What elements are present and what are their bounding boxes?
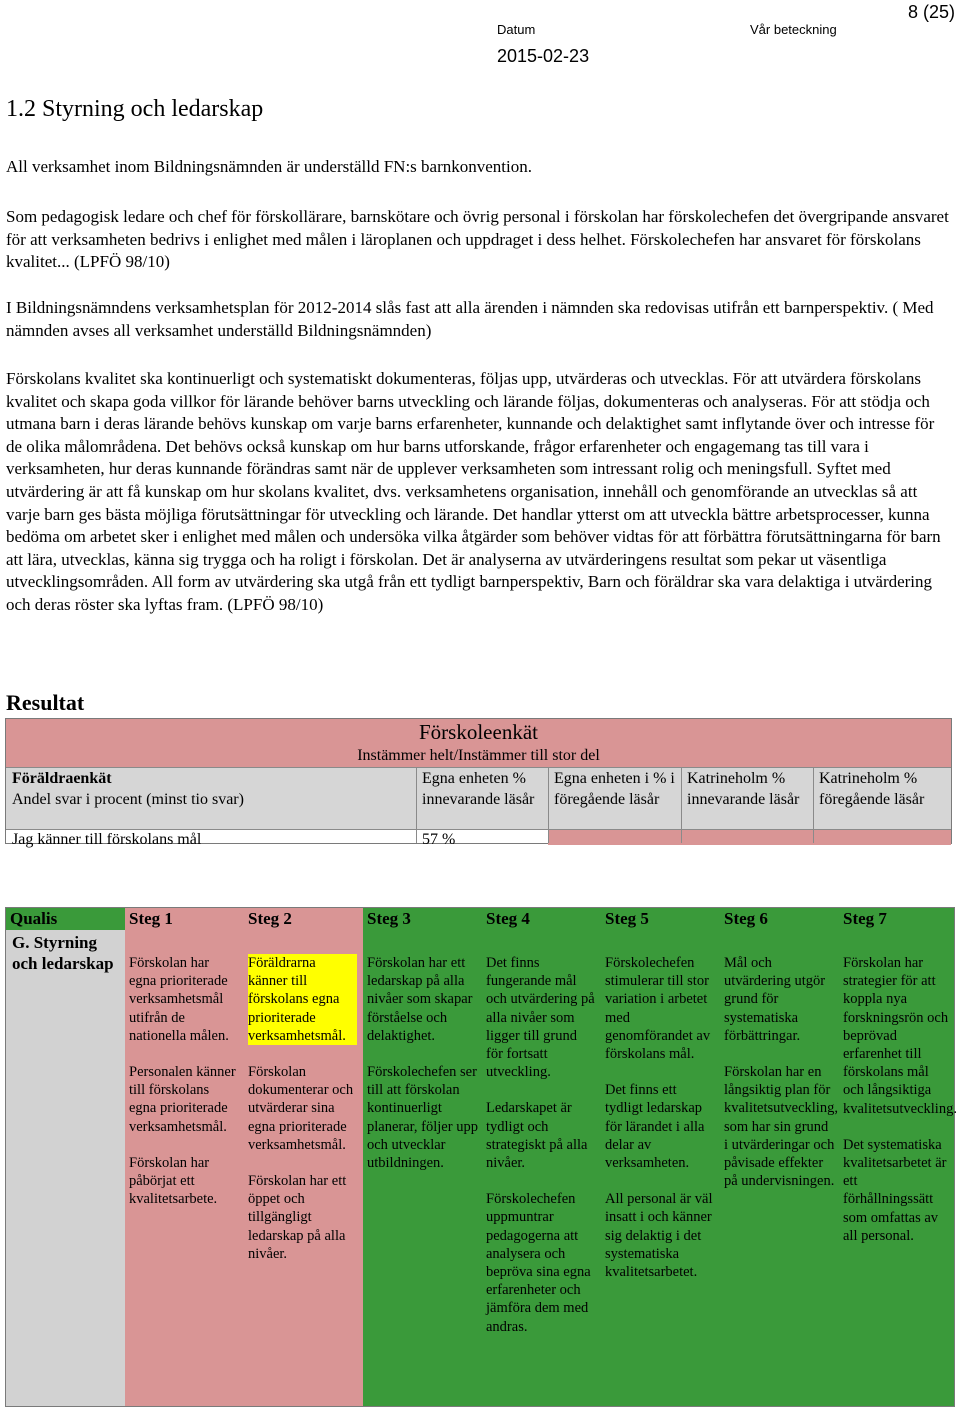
survey-col-municipal-previous: Katrineholm % föregående läsår [813,767,951,829]
survey-divider [681,767,682,843]
steps-header-step-7: Steg 7 [843,909,887,928]
paragraph-2: Som pedagogisk ledare och chef för förskollärare, barnskötare och övrig personal i förskolan har förskolechefen det övergripande ansvaret för att verksamheten bedrivs i enlighet med målen i läroplanen och uppdraget i dess helhet. Förskolechefen har ansvaret för förskolans kvalitet... (LPFÖ 98/10) [6,207,949,272]
steps-col-step-7 [839,908,957,1406]
step-5-item: Det finns ett tydligt ledarskap för lärandet i alla delar av verksamheten. [605,1082,705,1172]
step-7-item: Det systematiska kvalitetsarbetet är ett förhållningssätt som omfattas av all personal. [843,1136,947,1244]
steps-header-step-3: Steg 3 [367,909,411,928]
steps-col-qualis [6,908,125,1406]
survey-value-own-current: 57 % [422,831,456,848]
paragraph-4: Förskolans kvalitet ska kontinuerligt och systematiskt dokumenteras, följas upp, utvärderas och utvecklas. För att utvärdera förskolans kvalitet och skapa goda villkor för lärande behöver barns utveckling och lärande följas, dokumenteras och analyseras. För att stödja och utmana barn i deras lärande behövs kunskap om varje barns erfarenheter, kunnande och delaktighet samt inflytande över och intresse för de olika målområdena. Det behövs också kunskap om hur barns utforskande, frågor erfarenheter och engagemang tas till vara i verksamheten, hur deras kunnande förändras samt när de upplever verksamheten som intressant rolig och meningsfull. Syftet med utvärdering är att få kunskap om hur skolans kvalitet, dvs. verksamhetens organisation, innehåll och genomförande an utvecklas så att varje barn ges bästa möjliga förutsättningar för utveckling och lärande. Det handlar ytterst om att utveckla bättre arbetsprocesser, kunna bedöma om arbetet sker i enlighet med målen och undersöka vilka åtgärder som behöver vidtas för att förbättra förutsättningarna för barn att lära, utvecklas, känna sig trygga och ha roligt i förskolan. Det är analyserna av utvärderingens resultat som pekar ut väsentliga utvecklingsområden. All form av utvärdering ska utgå från ett tydligt barnperspektiv, Barn och föräldrar ska vara delaktiga i utvärdering och deras röster ska lyftas fram. (LPFÖ 98/10) [6,369,941,614]
step-1-item: Förskolan har egna prioriterade verksamhetsmål utifrån de nationella målen. [129,955,229,1044]
section-heading: 1.2 Styrning och ledarskap [6,96,264,122]
survey-col-own-current: Egna enheten % innevarande läsår [416,767,548,829]
survey-divider [6,829,951,830]
steps-col-step-6 [720,908,839,1406]
survey-col-municipal-current: Katrineholm % innevarande läsår [681,767,813,829]
paragraph-1: All verksamhet inom Bildningsnämnden är underställd FN:s barnkonvention. [6,157,532,176]
qualis-steps-table [5,907,955,1407]
survey-title: Förskoleenkät [419,720,538,744]
survey-divider [6,767,951,768]
step-5-item: Förskolechefen stimulerar till stor variation i arbetet med genomförandet av förskolans mål. [605,955,711,1063]
steps-col-step-5 [601,908,720,1406]
document-date: 2015-02-23 [497,46,590,66]
survey-value-municipal-previous [813,829,951,845]
step-2-item: Förskolan har ett öppet och tillgängligt ledarskap på alla nivåer. [248,1173,347,1262]
survey-value-municipal-current [681,829,813,845]
page-number: 8 (25) [908,2,956,22]
steps-header-qualis: Qualis [6,908,125,930]
step-1-item: Personalen känner till förskolans egna prioriterade verksamhetsmål. [129,1064,236,1135]
survey-divider [416,767,417,843]
step-4-item: Förskolechefen uppmuntrar pedagogerna att analysera och beprövа sina egna erfarenheter och jämföra dem med andras. [486,1191,591,1335]
steps-col-step-4 [482,908,601,1406]
survey-question: Jag känner till förskolans mål [12,831,202,848]
steps-body-step-1 [125,930,244,1406]
steps-body-step-4 [482,930,601,1406]
result-heading: Resultat [6,690,85,715]
step-7-item: Förskolan har strategier för att koppla nya forskningsrön och beprövad erfarenhet till förskolans mål och långsiktiga kvalitetsutveckling. [843,955,957,1117]
date-label: Datum [497,22,536,37]
survey-row-header-desc: Andel svar i procent (minst tio svar) [12,790,244,808]
step-3-item: Förskolechefen ser till att förskolan kontinuerligt planerar, följer upp och utvecklar utbildningen. [367,1064,478,1172]
steps-body-step-7 [839,930,957,1406]
step-4-item: Det finns fungerande mål och utvärdering på alla nivåer som ligger till grund för fortsatt utveckling. [486,955,595,1081]
survey-subtitle: Instämmer helt/Instämmer till stor del [357,747,600,764]
steps-body-step-2 [244,930,363,1406]
qualis-label: G. Styrning och ledarskap [6,930,125,1406]
survey-divider [548,767,549,843]
steps-header-step-6: Steg 6 [724,909,768,928]
survey-divider [813,767,814,843]
steps-col-step-3 [363,908,482,1406]
step-1-item: Förskolan har påbörjat ett kvalitetsarbete. [129,1154,218,1208]
step-5-item: All personal är väl insatt i och känner sig delaktig i det systematiska kvalitetsarbetet. [605,1191,713,1281]
steps-header-step-2: Steg 2 [248,909,292,928]
step-3-item: Förskolan har ett ledarskap på alla nivåer som skapar förståelse och delaktighet. [367,955,473,1044]
reference-label: Vår beteckning [750,22,837,37]
survey-row-header [6,767,416,829]
steps-body-step-5 [601,930,720,1406]
survey-value-own-previous [548,829,681,845]
steps-body-step-6 [720,930,839,1406]
step-4-item: Ledarskapet är tydligt och strategiskt på alla nivåer. [486,1100,588,1172]
steps-header-step-1: Steg 1 [129,909,173,928]
step-2-highlighted-item: Föräldrarna känner till förskolans egna prioriterade verksamhetsmål. [248,954,357,1045]
paragraph-3: I Bildningsnämndens verksamhetsplan för 2012-2014 slås fast att alla ärenden i nämnden ska redovisas utifrån ett barnperspektiv. ( Med nämnden avses all verksamhet underställd Bildningsnämnden) [6,298,934,340]
step-2-item: Förskolan dokumenterar och utvärderar sina egna prioriterade verksamhetsmål. [248,1064,354,1153]
steps-col-step-2 [244,908,363,1406]
steps-body-step-3 [363,930,482,1406]
steps-header-step-4: Steg 4 [486,909,530,928]
steps-header-step-5: Steg 5 [605,909,649,928]
survey-col-own-previous: Egna enheten i % i föregående läsår [548,767,681,829]
survey-row-header-title: Föräldraenkät [12,770,112,787]
steps-col-step-1 [125,908,244,1406]
step-6-item: Förskolan har en långsiktig plan för kvalitetsutveckling, som har sin grund i utvärderingar och påvisade effekter på undervisningen. [724,1064,838,1190]
step-6-item: Mål och utvärdering utgör grund för systematiska förbättringar. [724,955,826,1044]
survey-table [5,718,952,848]
